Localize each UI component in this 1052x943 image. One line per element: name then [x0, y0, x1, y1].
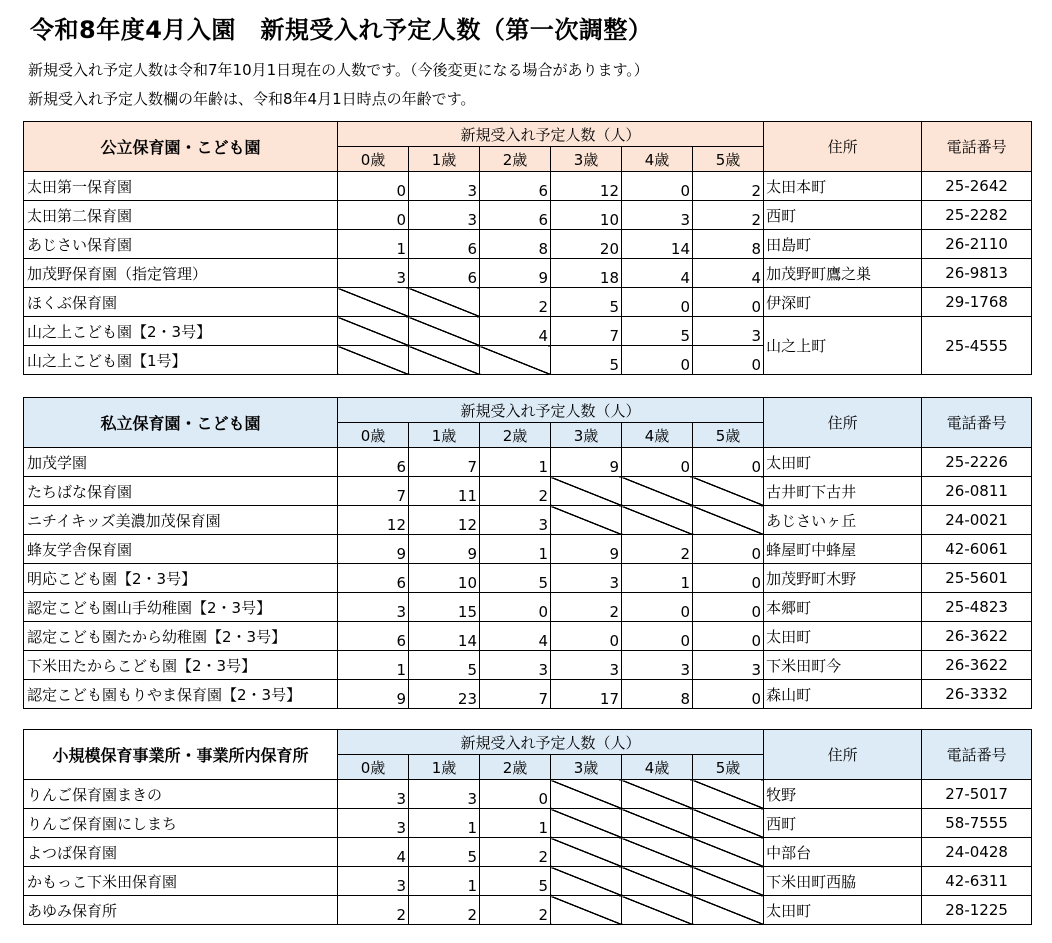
table-row — [24, 780, 1032, 809]
facility-name: よつば保育園 — [24, 838, 338, 867]
not-applicable-cell — [693, 838, 764, 867]
capacity-header: 新規受入れ予定人数（人） — [338, 730, 764, 755]
capacity-value: 0 — [622, 288, 693, 317]
section-title: 公立保育園・こども園 — [24, 122, 338, 172]
capacity-value: 0 — [338, 172, 409, 201]
address-cell: 古井町下古井 — [764, 477, 922, 506]
phone-cell: 42-6311 — [922, 867, 1032, 896]
facility-name: 太田第一保育園 — [24, 172, 338, 201]
facility-name: 加茂学園 — [24, 448, 338, 477]
not-applicable-cell — [622, 506, 693, 535]
not-applicable-cell — [551, 506, 622, 535]
age-header: 0歳 — [338, 423, 409, 448]
capacity-value: 18 — [551, 259, 622, 288]
capacity-value: 0 — [693, 680, 764, 709]
capacity-value: 6 — [480, 201, 551, 230]
capacity-value: 8 — [480, 230, 551, 259]
capacity-value: 10 — [551, 201, 622, 230]
not-applicable-cell — [338, 317, 409, 346]
age-header: 1歳 — [409, 147, 480, 172]
capacity-value: 23 — [409, 680, 480, 709]
capacity-value: 5 — [409, 651, 480, 680]
phone-header: 電話番号 — [922, 122, 1032, 172]
address-cell: 中部台 — [764, 838, 922, 867]
capacity-value: 1 — [409, 809, 480, 838]
capacity-value: 3 — [409, 780, 480, 809]
phone-cell: 24-0021 — [922, 506, 1032, 535]
capacity-value: 4 — [622, 259, 693, 288]
capacity-value: 3 — [622, 201, 693, 230]
address-cell: 太田町 — [764, 448, 922, 477]
age-header: 3歳 — [551, 755, 622, 780]
table-row — [24, 564, 1032, 593]
capacity-value: 9 — [551, 448, 622, 477]
phone-cell: 25-2226 — [922, 448, 1032, 477]
address-header: 住所 — [764, 122, 922, 172]
address-cell: 加茂野町鷹之巣 — [764, 259, 922, 288]
capacity-value: 3 — [551, 651, 622, 680]
capacity-value: 4 — [693, 259, 764, 288]
facility-name: ニチイキッズ美濃加茂保育園 — [24, 506, 338, 535]
address-cell: 牧野 — [764, 780, 922, 809]
capacity-value: 1 — [409, 867, 480, 896]
capacity-value: 0 — [338, 201, 409, 230]
facility-name: 蜂友学舎保育園 — [24, 535, 338, 564]
capacity-value: 5 — [480, 867, 551, 896]
age-header: 2歳 — [480, 147, 551, 172]
phone-cell: 26-0811 — [922, 477, 1032, 506]
age-header: 4歳 — [622, 755, 693, 780]
address-cell: あじさいヶ丘 — [764, 506, 922, 535]
address-cell: 太田本町 — [764, 172, 922, 201]
address-cell: 伊深町 — [764, 288, 922, 317]
address-cell: 蜂屋町中蜂屋 — [764, 535, 922, 564]
not-applicable-cell — [409, 317, 480, 346]
not-applicable-cell — [409, 288, 480, 317]
table-row — [24, 809, 1032, 838]
capacity-value: 0 — [693, 622, 764, 651]
capacity-value: 6 — [409, 230, 480, 259]
section-title: 小規模保育事業所・事業所内保育所 — [24, 730, 338, 780]
capacity-value: 1 — [338, 230, 409, 259]
facility-name: 明応こども園【2・3号】 — [24, 564, 338, 593]
section-title: 私立保育園・こども園 — [24, 398, 338, 448]
capacity-value: 6 — [409, 259, 480, 288]
phone-cell: 25-2642 — [922, 172, 1032, 201]
facility-name: かもっこ下米田保育園 — [24, 867, 338, 896]
table-row — [24, 506, 1032, 535]
table-row — [24, 259, 1032, 288]
table-public — [23, 121, 1032, 375]
address-cell: 山之上町 — [764, 317, 922, 375]
capacity-value: 9 — [409, 535, 480, 564]
capacity-value: 0 — [551, 622, 622, 651]
capacity-value: 3 — [693, 317, 764, 346]
capacity-value: 1 — [622, 564, 693, 593]
table-row — [24, 838, 1032, 867]
address-cell: 本郷町 — [764, 593, 922, 622]
phone-cell: 29-1768 — [922, 288, 1032, 317]
capacity-value: 6 — [338, 564, 409, 593]
capacity-value: 3 — [338, 867, 409, 896]
capacity-value: 2 — [693, 201, 764, 230]
capacity-value: 2 — [338, 896, 409, 925]
phone-cell: 42-6061 — [922, 535, 1032, 564]
capacity-value: 1 — [480, 535, 551, 564]
table-row — [24, 477, 1032, 506]
address-cell: 森山町 — [764, 680, 922, 709]
address-cell: 加茂野町木野 — [764, 564, 922, 593]
age-header: 2歳 — [480, 423, 551, 448]
capacity-value: 14 — [622, 230, 693, 259]
not-applicable-cell — [551, 780, 622, 809]
not-applicable-cell — [693, 477, 764, 506]
age-header: 5歳 — [693, 147, 764, 172]
note-age-basis: 新規受入れ予定人数欄の年齢は、令和8年4月1日時点の年齢です。 — [28, 90, 476, 108]
table-row — [24, 651, 1032, 680]
capacity-value: 2 — [409, 896, 480, 925]
capacity-value: 3 — [480, 651, 551, 680]
capacity-value: 1 — [480, 448, 551, 477]
age-header: 0歳 — [338, 755, 409, 780]
capacity-value: 8 — [693, 230, 764, 259]
address-header: 住所 — [764, 730, 922, 780]
capacity-value: 0 — [693, 564, 764, 593]
capacity-value: 3 — [338, 780, 409, 809]
capacity-value: 7 — [551, 317, 622, 346]
capacity-value: 3 — [338, 593, 409, 622]
capacity-value: 5 — [551, 288, 622, 317]
address-cell: 下米田町西脇 — [764, 867, 922, 896]
capacity-value: 9 — [551, 535, 622, 564]
capacity-value: 9 — [480, 259, 551, 288]
capacity-value: 1 — [480, 809, 551, 838]
note-reference-date: 新規受入れ予定人数は令和7年10月1日現在の人数です。（今後変更になる場合があります。） — [28, 61, 649, 79]
capacity-value: 0 — [693, 346, 764, 375]
phone-header: 電話番号 — [922, 730, 1032, 780]
facility-name: あじさい保育園 — [24, 230, 338, 259]
capacity-value: 5 — [551, 346, 622, 375]
not-applicable-cell — [693, 867, 764, 896]
phone-cell: 28-1225 — [922, 896, 1032, 925]
phone-cell: 26-3622 — [922, 622, 1032, 651]
capacity-value: 0 — [622, 172, 693, 201]
capacity-value: 6 — [338, 448, 409, 477]
not-applicable-cell — [622, 809, 693, 838]
capacity-value: 15 — [409, 593, 480, 622]
not-applicable-cell — [693, 896, 764, 925]
facility-name: りんご保育園にしまち — [24, 809, 338, 838]
not-applicable-cell — [338, 346, 409, 375]
not-applicable-cell — [551, 809, 622, 838]
capacity-value: 3 — [622, 651, 693, 680]
capacity-value: 3 — [338, 809, 409, 838]
not-applicable-cell — [622, 867, 693, 896]
not-applicable-cell — [622, 780, 693, 809]
capacity-value: 1 — [338, 651, 409, 680]
table-row — [24, 448, 1032, 477]
not-applicable-cell — [551, 867, 622, 896]
capacity-value: 0 — [622, 593, 693, 622]
age-header: 0歳 — [338, 147, 409, 172]
not-applicable-cell — [693, 809, 764, 838]
phone-cell: 25-2282 — [922, 201, 1032, 230]
table-row — [24, 593, 1032, 622]
address-header: 住所 — [764, 398, 922, 448]
facility-name: 下米田たからこども園【2・3号】 — [24, 651, 338, 680]
table-row — [24, 317, 1032, 346]
age-header: 3歳 — [551, 423, 622, 448]
capacity-value: 2 — [480, 477, 551, 506]
capacity-value: 20 — [551, 230, 622, 259]
not-applicable-cell — [551, 838, 622, 867]
capacity-value: 7 — [480, 680, 551, 709]
capacity-value: 2 — [693, 172, 764, 201]
phone-cell: 26-9813 — [922, 259, 1032, 288]
facility-name: あゆみ保育所 — [24, 896, 338, 925]
phone-cell: 26-3332 — [922, 680, 1032, 709]
capacity-value: 12 — [409, 506, 480, 535]
not-applicable-cell — [693, 506, 764, 535]
phone-cell: 26-2110 — [922, 230, 1032, 259]
page-title: 令和8年度4月入園 新規受入れ予定人数（第一次調整） — [30, 16, 653, 44]
facility-name: 加茂野保育園（指定管理） — [24, 259, 338, 288]
phone-cell: 25-5601 — [922, 564, 1032, 593]
table-row — [24, 622, 1032, 651]
address-cell: 太田町 — [764, 622, 922, 651]
facility-name: 太田第二保育園 — [24, 201, 338, 230]
not-applicable-cell — [622, 477, 693, 506]
capacity-value: 0 — [622, 622, 693, 651]
address-cell: 太田町 — [764, 896, 922, 925]
capacity-value: 8 — [622, 680, 693, 709]
capacity-value: 2 — [622, 535, 693, 564]
capacity-value: 4 — [338, 838, 409, 867]
capacity-value: 5 — [480, 564, 551, 593]
facility-name: たちばな保育園 — [24, 477, 338, 506]
capacity-value: 17 — [551, 680, 622, 709]
table-row — [24, 535, 1032, 564]
capacity-value: 6 — [338, 622, 409, 651]
capacity-value: 4 — [480, 317, 551, 346]
table-row — [24, 172, 1032, 201]
capacity-value: 2 — [551, 593, 622, 622]
facility-name: ほくぶ保育園 — [24, 288, 338, 317]
phone-cell: 25-4823 — [922, 593, 1032, 622]
address-cell: 下米田町今 — [764, 651, 922, 680]
capacity-value: 0 — [622, 448, 693, 477]
capacity-value: 14 — [409, 622, 480, 651]
not-applicable-cell — [338, 288, 409, 317]
capacity-value: 2 — [480, 838, 551, 867]
capacity-value: 0 — [480, 593, 551, 622]
phone-cell: 58-7555 — [922, 809, 1032, 838]
not-applicable-cell — [480, 346, 551, 375]
facility-name: りんご保育園まきの — [24, 780, 338, 809]
phone-cell: 24-0428 — [922, 838, 1032, 867]
capacity-value: 3 — [551, 564, 622, 593]
capacity-value: 3 — [693, 651, 764, 680]
capacity-value: 7 — [338, 477, 409, 506]
table-row — [24, 201, 1032, 230]
capacity-header: 新規受入れ予定人数（人） — [338, 122, 764, 147]
facility-name: 認定こども園もりやま保育園【2・3号】 — [24, 680, 338, 709]
capacity-value: 0 — [693, 535, 764, 564]
capacity-value: 3 — [409, 172, 480, 201]
capacity-value: 3 — [409, 201, 480, 230]
phone-header: 電話番号 — [922, 398, 1032, 448]
capacity-value: 0 — [480, 780, 551, 809]
table-row — [24, 230, 1032, 259]
age-header: 4歳 — [622, 423, 693, 448]
capacity-value: 6 — [480, 172, 551, 201]
table-row — [24, 867, 1032, 896]
address-cell: 西町 — [764, 809, 922, 838]
capacity-value: 2 — [480, 896, 551, 925]
age-header: 2歳 — [480, 755, 551, 780]
capacity-value: 9 — [338, 535, 409, 564]
facility-name: 山之上こども園【2・3号】 — [24, 317, 338, 346]
capacity-value: 12 — [551, 172, 622, 201]
capacity-value: 11 — [409, 477, 480, 506]
capacity-value: 3 — [338, 259, 409, 288]
capacity-value: 7 — [409, 448, 480, 477]
address-cell: 西町 — [764, 201, 922, 230]
table-row — [24, 288, 1032, 317]
age-header: 4歳 — [622, 147, 693, 172]
facility-name: 認定こども園たから幼稚園【2・3号】 — [24, 622, 338, 651]
capacity-value: 12 — [338, 506, 409, 535]
phone-cell: 25-4555 — [922, 317, 1032, 375]
not-applicable-cell — [693, 780, 764, 809]
capacity-value: 0 — [622, 346, 693, 375]
not-applicable-cell — [551, 896, 622, 925]
address-cell: 田島町 — [764, 230, 922, 259]
capacity-value: 0 — [693, 593, 764, 622]
age-header: 1歳 — [409, 755, 480, 780]
capacity-value: 4 — [480, 622, 551, 651]
capacity-value: 0 — [693, 288, 764, 317]
table-row — [24, 896, 1032, 925]
capacity-value: 3 — [480, 506, 551, 535]
capacity-value: 5 — [409, 838, 480, 867]
not-applicable-cell — [551, 477, 622, 506]
age-header: 5歳 — [693, 423, 764, 448]
capacity-value: 0 — [693, 448, 764, 477]
table-small — [23, 729, 1032, 925]
capacity-value: 10 — [409, 564, 480, 593]
capacity-header: 新規受入れ予定人数（人） — [338, 398, 764, 423]
age-header: 5歳 — [693, 755, 764, 780]
capacity-value: 5 — [622, 317, 693, 346]
not-applicable-cell — [409, 346, 480, 375]
facility-name: 認定こども園山手幼稚園【2・3号】 — [24, 593, 338, 622]
table-row — [24, 680, 1032, 709]
capacity-value: 2 — [480, 288, 551, 317]
not-applicable-cell — [622, 896, 693, 925]
age-header: 3歳 — [551, 147, 622, 172]
phone-cell: 26-3622 — [922, 651, 1032, 680]
age-header: 1歳 — [409, 423, 480, 448]
phone-cell: 27-5017 — [922, 780, 1032, 809]
facility-name: 山之上こども園【1号】 — [24, 346, 338, 375]
table-private — [23, 397, 1032, 709]
capacity-value: 9 — [338, 680, 409, 709]
not-applicable-cell — [622, 838, 693, 867]
